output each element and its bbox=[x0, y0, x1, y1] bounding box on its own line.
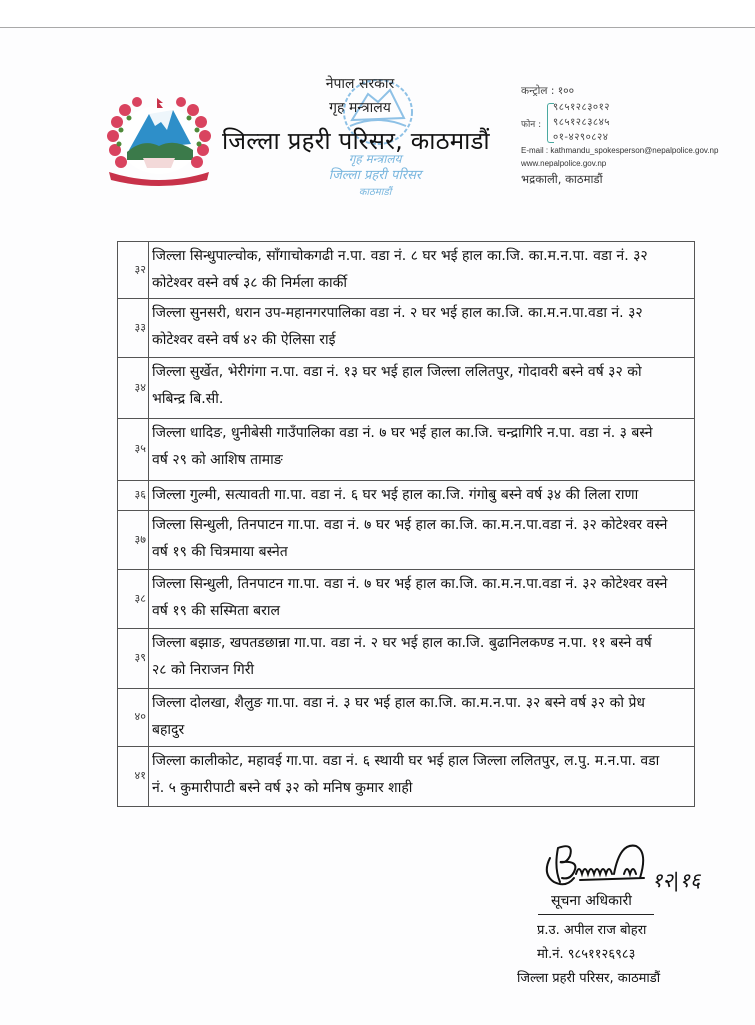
row-description-line: कोटेश्वर वस्ने वर्ष ४२ की ऐलिसा राई bbox=[152, 332, 336, 348]
row-description-line: जिल्ला बझाङ, खपतडछान्ना गा.पा. वडा नं. २ घर भई हाल का.जि. बुढानिलकण्ड न.पा. ११ बस्ने वर्ष bbox=[152, 635, 652, 651]
row-description-cell bbox=[149, 358, 694, 418]
row-number-cell bbox=[118, 689, 149, 746]
phone-label: फोन : bbox=[521, 120, 542, 130]
row-number-cell bbox=[118, 419, 149, 480]
row-description-line: वर्ष २९ को आशिष तामाङ bbox=[152, 452, 283, 468]
row-number-cell bbox=[118, 511, 149, 569]
row-description-line: जिल्ला सिन्धुली, तिनपाटन गा.पा. वडा नं. ७ घर भई हाल का.जि. का.म.न.पा.वडा नं. ३२ कोटेश्वर वस्ने bbox=[152, 576, 668, 592]
row-description-line: कोटेश्वर वस्ने वर्ष ३८ की निर्मला कार्की bbox=[152, 275, 347, 291]
row-number: ४१ bbox=[134, 769, 146, 782]
row-description-line: जिल्ला सुनसरी, धरान उप-महानगरपालिका वडा नं. २ घर भई हाल का.जि. का.म.न.पा.वडा नं. ३२ bbox=[152, 305, 643, 321]
row-number: ३५ bbox=[134, 442, 146, 455]
website-link: www.nepalpolice.gov.np bbox=[521, 159, 607, 168]
ministry-name: गृह मन्त्रालय bbox=[329, 100, 391, 116]
signatory-phone: मो.नं. ९८५११२६९८३ bbox=[537, 947, 636, 962]
row-description-cell bbox=[149, 242, 694, 298]
signatory-office: जिल्ला प्रहरी परिसर, काठमाडौं bbox=[517, 971, 661, 986]
handwritten-signature bbox=[540, 838, 660, 890]
row-number-cell bbox=[118, 481, 149, 510]
row-description-line: बहादुर bbox=[152, 722, 185, 738]
row-description-line: जिल्ला गुल्मी, सत्यावती गा.पा. वडा नं. ६ घर भई हाल का.जि. गंगोबु बस्ने वर्ष ३४ की लिला राणा bbox=[152, 487, 639, 503]
row-number: ३२ bbox=[134, 262, 146, 276]
row-number-cell bbox=[118, 242, 149, 298]
row-number: ३७ bbox=[134, 532, 146, 546]
row-description-line: नं. ५ कुमारीपाटी बस्ने वर्ष ३२ को मनिष कुमार शाही bbox=[152, 780, 413, 796]
row-description-line: जिल्ला धादिङ, धुनीबेसी गाउँपालिका वडा नं. ७ घर भई हाल का.जि. चन्द्रागिरि न.पा. वडा नं. ३ बस्ने bbox=[152, 425, 653, 441]
table-row bbox=[118, 242, 694, 299]
row-number-cell bbox=[118, 358, 149, 418]
row-description-cell bbox=[149, 419, 694, 480]
office-address: भद्रकाली, काठमाडौं bbox=[521, 172, 603, 186]
row-description-line: जिल्ला सिन्धुपाल्चोक, साँगाचोकगढी न.पा. वडा नं. ८ घर भई हाल का.जि. का.म.न.पा. वडा नं. ३२ bbox=[152, 248, 648, 264]
office-title: जिल्ला प्रहरी परिसर, काठमाडौं bbox=[222, 127, 490, 155]
row-number: ३९ bbox=[134, 651, 146, 664]
email-address: E-mail : kathmandu_spokesperson@nepalpolice.gov.np bbox=[521, 146, 719, 155]
signature-rule bbox=[538, 914, 654, 915]
signatory-name: प्र.उ. अपील राज बोहरा bbox=[537, 923, 647, 938]
row-description-line: जिल्ला सुर्खेत, भेरीगंगा न.पा. वडा नं. १३ घर भई हाल जिल्ला ललितपुर, गोदावरी बस्ने वर्ष ३२ को bbox=[152, 364, 642, 380]
stamp-text-office: जिल्ला प्रहरी परिसर bbox=[328, 168, 422, 183]
row-description-cell bbox=[149, 629, 694, 688]
phone-number: ९८५१२८३०१२ bbox=[553, 102, 610, 113]
row-number-cell bbox=[118, 629, 149, 688]
control-number: कन्ट्रोल : १०० bbox=[521, 85, 575, 97]
table-row bbox=[118, 419, 694, 481]
table-row bbox=[118, 689, 694, 747]
row-description-line: भबिन्द्र बि.सी. bbox=[152, 391, 224, 407]
row-number: ४० bbox=[134, 710, 146, 723]
phone-number: ९८५१२८३८४५ bbox=[553, 117, 610, 128]
table-row bbox=[118, 747, 694, 807]
row-description-line: वर्ष १९ की सस्मिता बराल bbox=[152, 603, 280, 619]
row-description-cell bbox=[149, 299, 694, 357]
persons-table bbox=[117, 241, 695, 807]
signatory-title: सूचना अधिकारी bbox=[551, 893, 632, 909]
stamp-text-ministry: गृह मन्त्रालय bbox=[348, 152, 402, 166]
table-row bbox=[118, 481, 694, 511]
table-row bbox=[118, 629, 694, 689]
row-number-cell bbox=[118, 570, 149, 628]
stamp-text-city: काठमाडौं bbox=[358, 187, 392, 198]
phone-number: ०१-४२९०८२४ bbox=[553, 132, 609, 143]
row-number: ३३ bbox=[134, 320, 146, 334]
row-description-line: जिल्ला सिन्धुली, तिनपाटन गा.पा. वडा नं. ७ घर भई हाल का.जि. का.म.न.पा.वडा नं. ३२ कोटेश्वर वस्ने bbox=[152, 517, 668, 533]
row-description-cell bbox=[149, 570, 694, 628]
table-row bbox=[118, 570, 694, 629]
row-number: ३४ bbox=[134, 380, 146, 394]
row-number: ३८ bbox=[134, 591, 146, 605]
row-description-line: २८ को निराजन गिरी bbox=[152, 662, 255, 678]
nepal-emblem-icon bbox=[103, 92, 215, 188]
table-row bbox=[118, 299, 694, 358]
government-name: नेपाल सरकार bbox=[325, 76, 395, 92]
handwritten-date: १२|१६ bbox=[652, 868, 701, 892]
row-number-cell bbox=[118, 299, 149, 357]
row-description-cell bbox=[149, 511, 694, 569]
row-description-cell bbox=[149, 689, 694, 746]
row-number-cell bbox=[118, 747, 149, 806]
table-row bbox=[118, 358, 694, 419]
row-description-line: जिल्ला दोलखा, शैलुङ गा.पा. वडा नं. ३ घर भई हाल का.जि. का.म.न.पा. ३२ बस्ने वर्ष ३२ को प्रेध bbox=[152, 695, 646, 711]
row-description-cell bbox=[149, 747, 694, 806]
row-description-line: जिल्ला कालीकोट, महावई गा.पा. वडा नं. ६ स्थायी घर भई हाल जिल्ला ललितपुर, ल.पु. म.न.पा. वडा bbox=[152, 753, 660, 769]
table-row bbox=[118, 511, 694, 570]
row-description-cell bbox=[149, 481, 694, 510]
row-number: ३६ bbox=[134, 488, 146, 501]
row-description-line: वर्ष १९ की चित्रमाया बस्नेत bbox=[152, 544, 288, 560]
